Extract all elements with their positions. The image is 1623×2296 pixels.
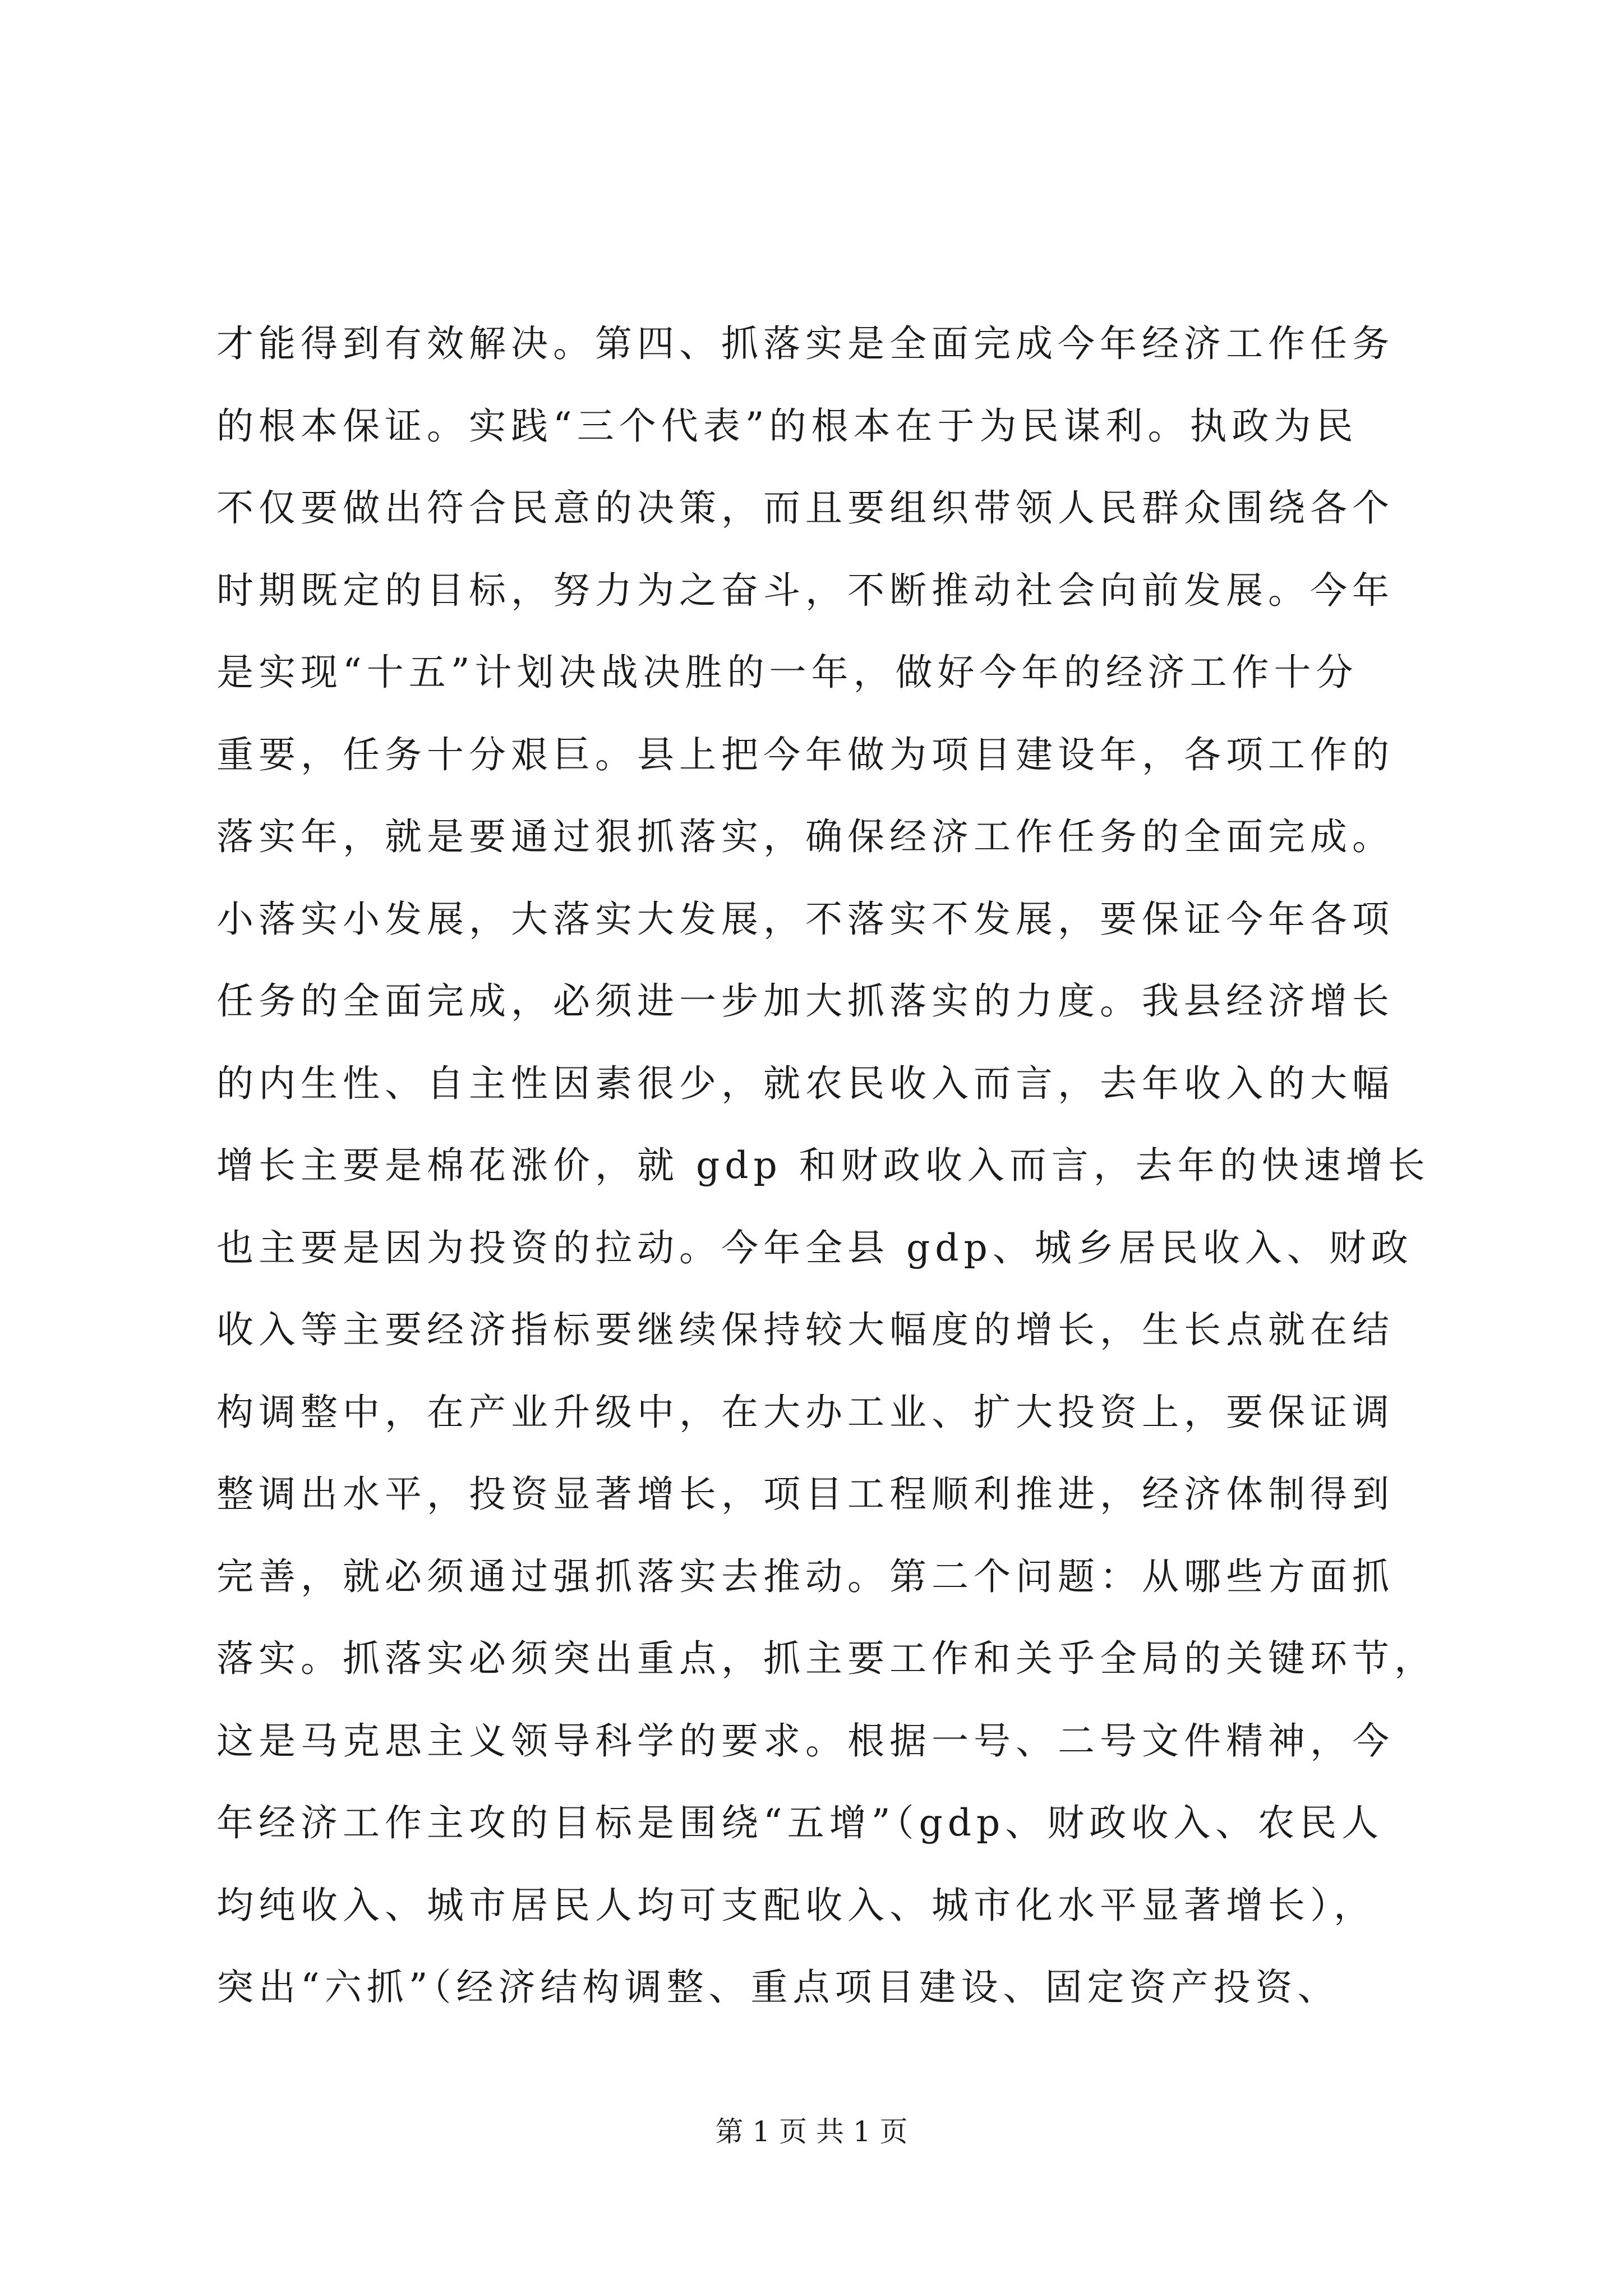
text-line: 任务的全面完成，必须进一步加大抓落实的力度。我县经济增长 [216, 979, 1394, 1023]
text-line: 也主要是因为投资的拉动。今年全县 gdp、城乡居民收入、财政 [216, 1226, 1413, 1269]
text-line: 落实。抓落实必须突出重点，抓主要工作和关乎全局的关键环节， [216, 1637, 1436, 1680]
text-line: 是实现“十五”计划决战决胜的一年，做好今年的经济工作十分 [216, 651, 1358, 694]
text-line: 构调整中，在产业升级中，在大办工业、扩大投资上，要保证调 [216, 1390, 1394, 1434]
text-line: 完善，就必须通过强抓落实去推动。第二个问题：从哪些方面抓 [216, 1554, 1394, 1598]
page-number-footer: 第 1 页 共 1 页 [715, 2115, 908, 2148]
text-line: 不仅要做出符合民意的决策，而且要组织带领人民群众围绕各个 [216, 486, 1394, 530]
text-line: 的根本保证。实践“三个代表”的根本在于为民谋利。执政为民 [216, 404, 1358, 448]
text-line: 突出“六抓”（经济结构调整、重点项目建设、固定资产投资、 [216, 1966, 1340, 2009]
text-line: 的内生性、自主性因素很少，就农民收入而言，去年收入的大幅 [216, 1061, 1394, 1105]
text-line: 落实年，就是要通过狠抓落实，确保经济工作任务的全面完成。 [216, 815, 1394, 858]
text-line: 年经济工作主攻的目标是围绕“五增”（gdp、财政收入、农民人 [216, 1801, 1384, 1844]
text-line: 均纯收入、城市居民人均可支配收入、城市化水平显著增长）， [216, 1883, 1376, 1927]
text-line: 重要，任务十分艰巨。县上把今年做为项目建设年，各项工作的 [216, 733, 1394, 776]
text-line: 小落实小发展，大落实大发展，不落实不发展，要保证今年各项 [216, 897, 1394, 941]
text-line: 才能得到有效解决。第四、抓落实是全面完成今年经济工作任务 [216, 322, 1394, 365]
text-line: 增长主要是棉花涨价，就 gdp 和财政收入而言，去年的快速增长 [216, 1144, 1430, 1187]
text-line: 收入等主要经济指标要继续保持较大幅度的增长，生长点就在结 [216, 1308, 1394, 1351]
text-line: 时期既定的目标，努力为之奋斗，不断推动社会向前发展。今年 [216, 568, 1394, 612]
text-line: 整调出水平，投资显著增长，项目工程顺利推进，经济体制得到 [216, 1473, 1394, 1516]
text-line: 这是马克思主义领导科学的要求。根据一号、二号文件精神，今 [216, 1719, 1394, 1763]
body-text [216, 303, 1436, 2029]
